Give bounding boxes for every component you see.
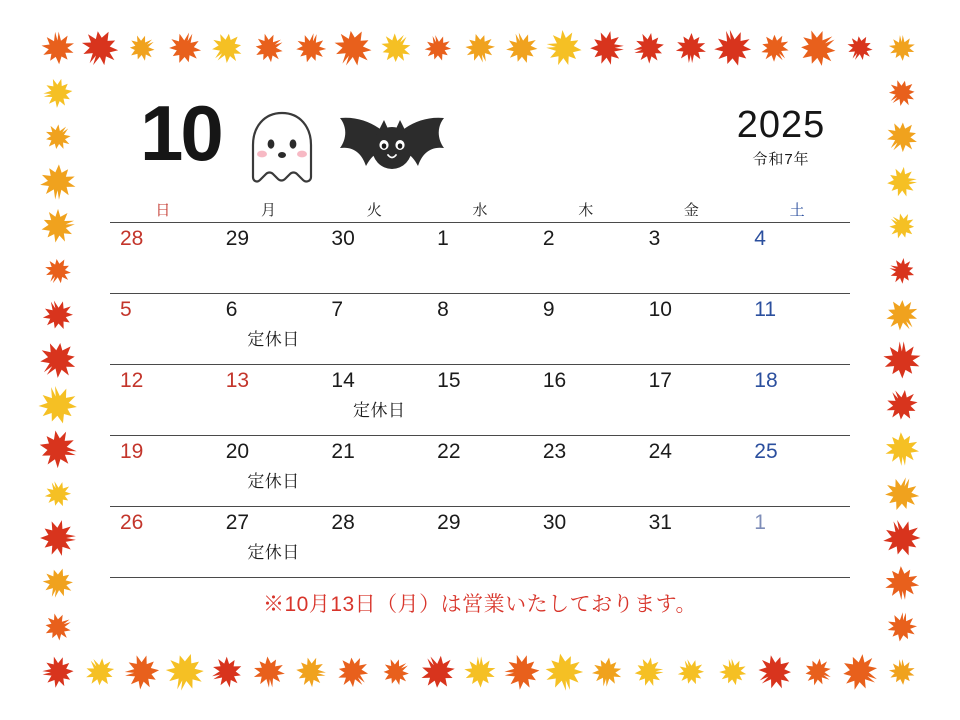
calendar-day-cell[interactable] bbox=[321, 507, 427, 577]
calendar-day-cell[interactable] bbox=[744, 365, 850, 435]
maple-leaf-icon bbox=[587, 28, 626, 67]
maple-leaf-icon bbox=[796, 651, 838, 693]
maple-leaf-icon bbox=[840, 28, 880, 68]
year-block bbox=[716, 106, 846, 169]
maple-leaf-icon bbox=[459, 27, 501, 69]
day-number: 30 bbox=[331, 227, 355, 250]
calendar-day-cell[interactable] bbox=[744, 223, 850, 293]
maple-leaf-icon bbox=[875, 511, 930, 566]
calendar-day-cell[interactable] bbox=[744, 436, 850, 506]
calendar-day-cell[interactable] bbox=[110, 365, 216, 435]
maple-leaf-icon bbox=[77, 649, 123, 695]
maple-leaf-icon bbox=[290, 27, 332, 69]
maple-leaf-icon bbox=[673, 30, 709, 66]
weekday-label-5: 金 bbox=[683, 202, 699, 219]
calendar-day-cell[interactable] bbox=[639, 294, 745, 364]
ghost-icon bbox=[240, 108, 324, 192]
day-number: 3 bbox=[648, 227, 661, 250]
weekday-label-6: 土 bbox=[789, 202, 805, 219]
day-number: 14 bbox=[331, 369, 355, 392]
maple-leaf-icon bbox=[881, 205, 923, 247]
day-number: 1 bbox=[754, 511, 766, 534]
day-number: 12 bbox=[120, 369, 144, 392]
maple-leaf-icon bbox=[36, 293, 81, 338]
maple-leaf-icon bbox=[419, 29, 457, 67]
calendar-day-cell[interactable] bbox=[427, 365, 533, 435]
calendar-week-row bbox=[110, 222, 850, 293]
maple-leaf-icon bbox=[37, 116, 79, 158]
day-number: 18 bbox=[754, 369, 778, 392]
day-note: 定休日 bbox=[353, 401, 406, 421]
maple-leaf-icon bbox=[501, 650, 544, 693]
calendar-week-row bbox=[110, 293, 850, 364]
calendar-week-row bbox=[110, 364, 850, 435]
maple-leaf-icon bbox=[877, 380, 927, 430]
maple-leaf-icon bbox=[36, 561, 79, 604]
day-number: 29 bbox=[225, 227, 250, 250]
day-number: 8 bbox=[437, 298, 449, 321]
maple-leaf-icon bbox=[38, 250, 79, 291]
day-number: 29 bbox=[437, 511, 461, 534]
weekday-label-3: 水 bbox=[472, 202, 488, 219]
maple-leaf-icon bbox=[883, 252, 920, 289]
day-number: 23 bbox=[542, 440, 567, 463]
maple-leaf-icon bbox=[411, 645, 465, 699]
maple-leaf-icon bbox=[204, 649, 250, 695]
calendar-day-cell[interactable] bbox=[639, 507, 745, 577]
calendar-day-cell[interactable] bbox=[427, 507, 533, 577]
calendar-day-cell[interactable] bbox=[744, 294, 850, 364]
calendar-day-cell[interactable] bbox=[110, 223, 216, 293]
maple-leaf-icon bbox=[37, 606, 79, 648]
weekday-header-row bbox=[110, 196, 850, 222]
calendar-day-cell[interactable] bbox=[216, 294, 322, 364]
day-number: 24 bbox=[648, 440, 672, 463]
day-number: 10 bbox=[648, 298, 672, 321]
maple-leaf-icon bbox=[28, 330, 88, 390]
calendar-day-cell[interactable] bbox=[427, 294, 533, 364]
maple-leaf-icon bbox=[37, 160, 79, 202]
day-number: 21 bbox=[331, 440, 355, 463]
calendar-day-cell[interactable] bbox=[533, 365, 639, 435]
calendar-day-cell[interactable] bbox=[216, 223, 322, 293]
day-number: 19 bbox=[120, 440, 144, 463]
maple-leaf-icon bbox=[246, 25, 291, 70]
day-number: 22 bbox=[437, 440, 461, 463]
maple-leaf-icon bbox=[748, 644, 803, 699]
day-number: 17 bbox=[648, 369, 672, 392]
day-number: 20 bbox=[225, 440, 250, 463]
maple-leaf-icon bbox=[628, 27, 670, 69]
maple-leaf-icon bbox=[876, 290, 927, 341]
day-number: 11 bbox=[754, 298, 777, 321]
calendar-body bbox=[110, 89, 850, 620]
calendar-day-cell[interactable] bbox=[744, 507, 850, 577]
day-number: 1 bbox=[437, 227, 449, 250]
maple-leaf-icon bbox=[31, 378, 84, 431]
calendar-day-cell[interactable] bbox=[533, 223, 639, 293]
calendar-weeks bbox=[110, 222, 850, 578]
maple-leaf-icon bbox=[832, 644, 889, 701]
maple-leaf-icon bbox=[880, 71, 924, 115]
maple-leaf-icon bbox=[72, 20, 129, 77]
calendar-week-row bbox=[110, 506, 850, 578]
calendar-day-cell[interactable] bbox=[639, 436, 745, 506]
calendar-day-cell[interactable] bbox=[321, 365, 427, 435]
day-number: 4 bbox=[754, 227, 766, 250]
calendar-day-cell[interactable] bbox=[533, 436, 639, 506]
maple-leaf-icon bbox=[324, 19, 382, 77]
calendar-day-cell[interactable] bbox=[216, 365, 322, 435]
maple-leaf-icon bbox=[539, 647, 590, 698]
maple-leaf-icon bbox=[374, 651, 417, 694]
day-number: 16 bbox=[542, 369, 567, 392]
maple-leaf-icon bbox=[883, 608, 921, 646]
day-number: 28 bbox=[331, 511, 355, 534]
maple-leaf-icon bbox=[877, 112, 928, 163]
era-year: 令和7年 bbox=[752, 150, 810, 168]
day-number: 2 bbox=[542, 227, 555, 250]
maple-leaf-icon bbox=[882, 429, 923, 470]
weekday-label-1: 月 bbox=[261, 202, 277, 219]
day-number: 28 bbox=[120, 227, 144, 250]
maple-leaf-icon bbox=[631, 654, 667, 690]
maple-leaf-icon bbox=[881, 562, 922, 603]
maple-leaf-icon bbox=[35, 204, 81, 250]
calendar-day-cell[interactable] bbox=[427, 223, 533, 293]
month-number: 10 bbox=[140, 89, 221, 177]
calendar-week-row bbox=[110, 435, 850, 506]
calendar-day-cell[interactable] bbox=[639, 365, 745, 435]
maple-leaf-icon bbox=[157, 645, 211, 699]
maple-leaf-icon bbox=[328, 647, 379, 698]
maple-leaf-icon bbox=[38, 474, 77, 513]
maple-leaf-icon bbox=[202, 23, 252, 73]
maple-leaf-icon bbox=[462, 654, 499, 691]
calendar-day-cell[interactable] bbox=[110, 294, 216, 364]
day-number: 9 bbox=[542, 298, 555, 321]
maple-leaf-icon bbox=[752, 25, 798, 71]
calendar-day-cell[interactable] bbox=[639, 223, 745, 293]
day-number: 27 bbox=[225, 511, 250, 534]
maple-leaf-icon bbox=[880, 338, 923, 381]
calendar-day-cell[interactable] bbox=[216, 507, 322, 577]
maple-leaf-icon bbox=[877, 469, 926, 518]
maple-leaf-icon bbox=[542, 25, 587, 70]
maple-leaf-icon bbox=[249, 652, 288, 691]
maple-leaf-icon bbox=[39, 74, 76, 111]
footnote: ※10月13日（月）は営業いたしております。 bbox=[262, 593, 698, 616]
day-number: 30 bbox=[542, 511, 567, 534]
day-note: 定休日 bbox=[247, 543, 300, 563]
weekday-label-0: 日 bbox=[155, 202, 171, 219]
day-number: 13 bbox=[225, 369, 250, 392]
calendar-header bbox=[110, 89, 850, 196]
maple-leaf-icon bbox=[884, 163, 921, 200]
day-note: 定休日 bbox=[247, 472, 300, 492]
day-number: 31 bbox=[648, 511, 672, 534]
day-number: 26 bbox=[120, 511, 144, 534]
maple-leaf-icon bbox=[39, 653, 76, 690]
maple-leaf-icon bbox=[38, 518, 79, 559]
calendar-day-cell[interactable] bbox=[427, 436, 533, 506]
calendar-day-cell[interactable] bbox=[216, 436, 322, 506]
maple-leaf-icon bbox=[292, 653, 330, 691]
maple-leaf-icon bbox=[38, 28, 78, 68]
year-number: 2025 bbox=[736, 104, 826, 146]
calendar-day-cell[interactable] bbox=[321, 436, 427, 506]
maple-leaf-icon bbox=[671, 652, 710, 691]
weekday-label-2: 火 bbox=[366, 202, 382, 219]
maple-leaf-icon bbox=[715, 654, 752, 691]
maple-leaf-icon bbox=[588, 653, 626, 691]
maple-leaf-icon bbox=[500, 26, 545, 71]
calendar-day-cell[interactable] bbox=[321, 294, 427, 364]
maple-leaf-icon bbox=[32, 423, 83, 474]
day-number: 6 bbox=[225, 298, 238, 321]
calendar-day-cell[interactable] bbox=[533, 507, 639, 577]
calendar-day-cell[interactable] bbox=[110, 436, 216, 506]
calendar-day-cell[interactable] bbox=[533, 294, 639, 364]
day-number: 15 bbox=[437, 369, 461, 392]
maple-leaf-icon bbox=[789, 19, 847, 77]
maple-leaf-icon bbox=[121, 650, 164, 693]
maple-leaf-icon bbox=[161, 24, 208, 71]
maple-leaf-icon bbox=[371, 24, 420, 73]
day-number: 7 bbox=[331, 298, 344, 321]
calendar-day-cell[interactable] bbox=[110, 507, 216, 577]
maple-leaf-icon bbox=[707, 22, 759, 74]
bat-icon bbox=[332, 110, 452, 190]
maple-leaf-icon bbox=[886, 656, 918, 688]
maple-leaf-icon bbox=[122, 27, 164, 69]
day-number: 5 bbox=[120, 298, 132, 321]
weekday-label-4: 木 bbox=[578, 202, 594, 219]
calendar-day-cell[interactable] bbox=[321, 223, 427, 293]
day-note: 定休日 bbox=[247, 330, 300, 350]
maple-leaf-icon bbox=[886, 32, 917, 63]
day-number: 25 bbox=[754, 440, 778, 463]
